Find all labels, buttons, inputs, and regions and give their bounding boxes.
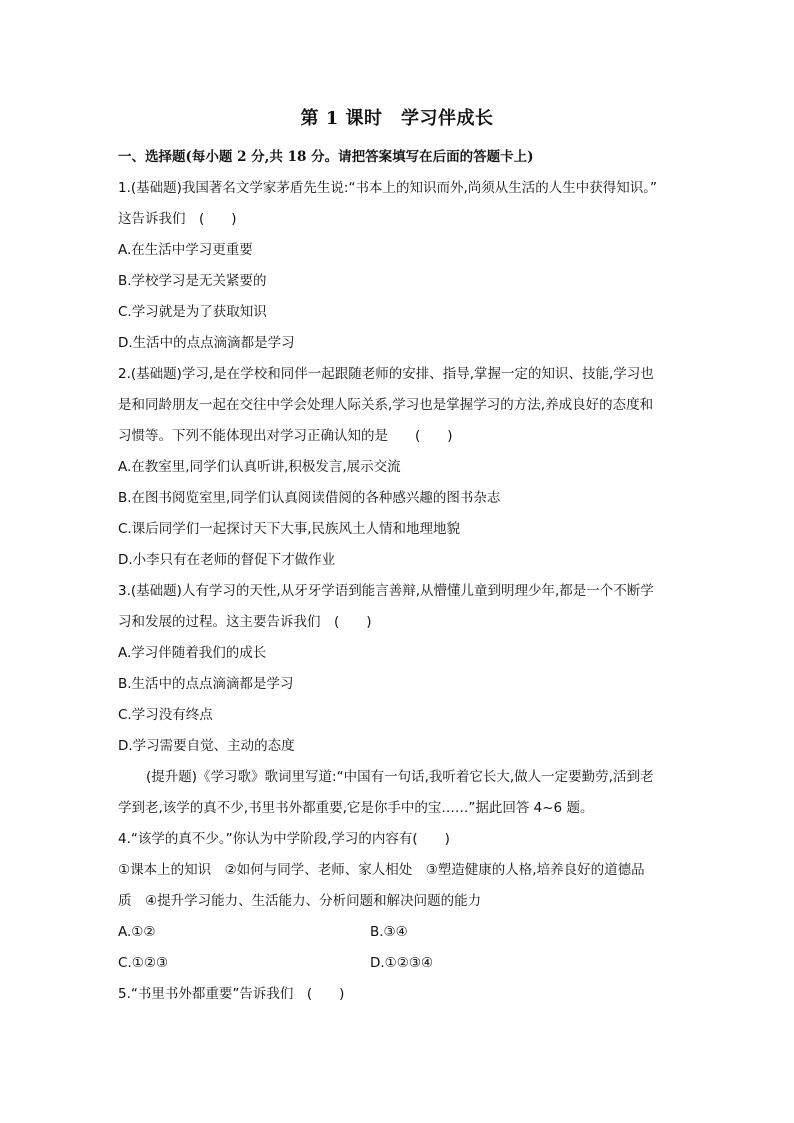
q4-option-d: D.①②③④ bbox=[370, 955, 434, 971]
q3-option-d: D.学习需要自觉、主动的态度 bbox=[118, 738, 295, 754]
q3-stem-line2: 习和发展的过程。这主要告诉我们 ( ) bbox=[118, 614, 372, 630]
q4-options-row1 bbox=[118, 917, 678, 948]
q2-option-b: B.在图书阅览室里,同学们认真阅读借阅的各种感兴趣的图书杂志 bbox=[118, 490, 501, 506]
q2-stem-line3: 习惯等。下列不能体现出对学习正确认知的是 ( ) bbox=[118, 428, 453, 444]
q1-stem-line1: 1.(基础题)我国著名文学家茅盾先生说:“书本上的知识而外,尚须从生活的人生中获得知识。” bbox=[118, 180, 657, 196]
q2-option-d: D.小李只有在老师的督促下才做作业 bbox=[118, 552, 336, 568]
passage-line2: 学到老,该学的真不少,书里书外都重要,它是你手中的宝……”据此回答 4~6 题。 bbox=[118, 800, 594, 816]
q4-option-c: C.①②③ bbox=[118, 955, 169, 971]
q2-stem-line2: 是和同龄朋友一起在交往中学会处理人际关系,学习也是掌握学习的方法,养成良好的态度和 bbox=[118, 397, 654, 413]
q1-stem-line2: 这告诉我们 ( ) bbox=[118, 211, 237, 227]
q2-option-a: A.在教室里,同学们认真听讲,积极发言,展示交流 bbox=[118, 459, 401, 475]
q4-option-b: B.③④ bbox=[370, 924, 408, 940]
q2-option-c: C.课后同学们一起探讨天下大事,民族风土人情和地理地貌 bbox=[118, 521, 461, 537]
section-heading: 一、选择题(每小题 2 分,共 18 分。请把答案填写在后面的答题卡上) bbox=[118, 149, 534, 165]
q1-option-b: B.学校学习是无关紧要的 bbox=[118, 273, 267, 289]
q2-stem-line1: 2.(基础题)学习,是在学校和同伴一起跟随老师的安排、指导,掌握一定的知识、技能,学习也 bbox=[118, 366, 654, 382]
q3-stem-line1: 3.(基础题)人有学习的天性,从牙牙学语到能言善辩,从懵懂儿童到明理少年,都是一个不断学 bbox=[118, 583, 654, 599]
q5-stem: 5.“书里书外都重要”告诉我们 ( ) bbox=[118, 986, 345, 1002]
q3-option-a: A.学习伴随着我们的成长 bbox=[118, 645, 267, 661]
q4-option-a: A.①② bbox=[118, 924, 156, 940]
q1-option-c: C.学习就是为了获取知识 bbox=[118, 304, 267, 320]
q1-option-d: D.生活中的点点滴滴都是学习 bbox=[118, 335, 295, 351]
q3-option-c: C.学习没有终点 bbox=[118, 707, 213, 723]
page-title: 第 1 课时 学习伴成长 bbox=[300, 108, 494, 129]
q4-items-line2: 质 ④提升学习能力、生活能力、分析问题和解决问题的能力 bbox=[118, 893, 482, 909]
q1-option-a: A.在生活中学习更重要 bbox=[118, 242, 253, 258]
q4-stem: 4.“该学的真不少。”你认为中学阶段,学习的内容有( ) bbox=[118, 831, 450, 847]
q4-options-row2 bbox=[118, 948, 678, 979]
question-content bbox=[118, 142, 678, 1010]
passage-line1: (提升题)《学习歌》歌词里写道:“中国有一句话,我听着它长大,做人一定要勤劳,活到老 bbox=[146, 769, 654, 785]
q4-items-line1: ①课本上的知识 ②如何与同学、老师、家人相处 ③塑造健康的人格,培养良好的道德品 bbox=[118, 862, 645, 878]
q3-option-b: B.生活中的点点滴滴都是学习 bbox=[118, 676, 294, 692]
